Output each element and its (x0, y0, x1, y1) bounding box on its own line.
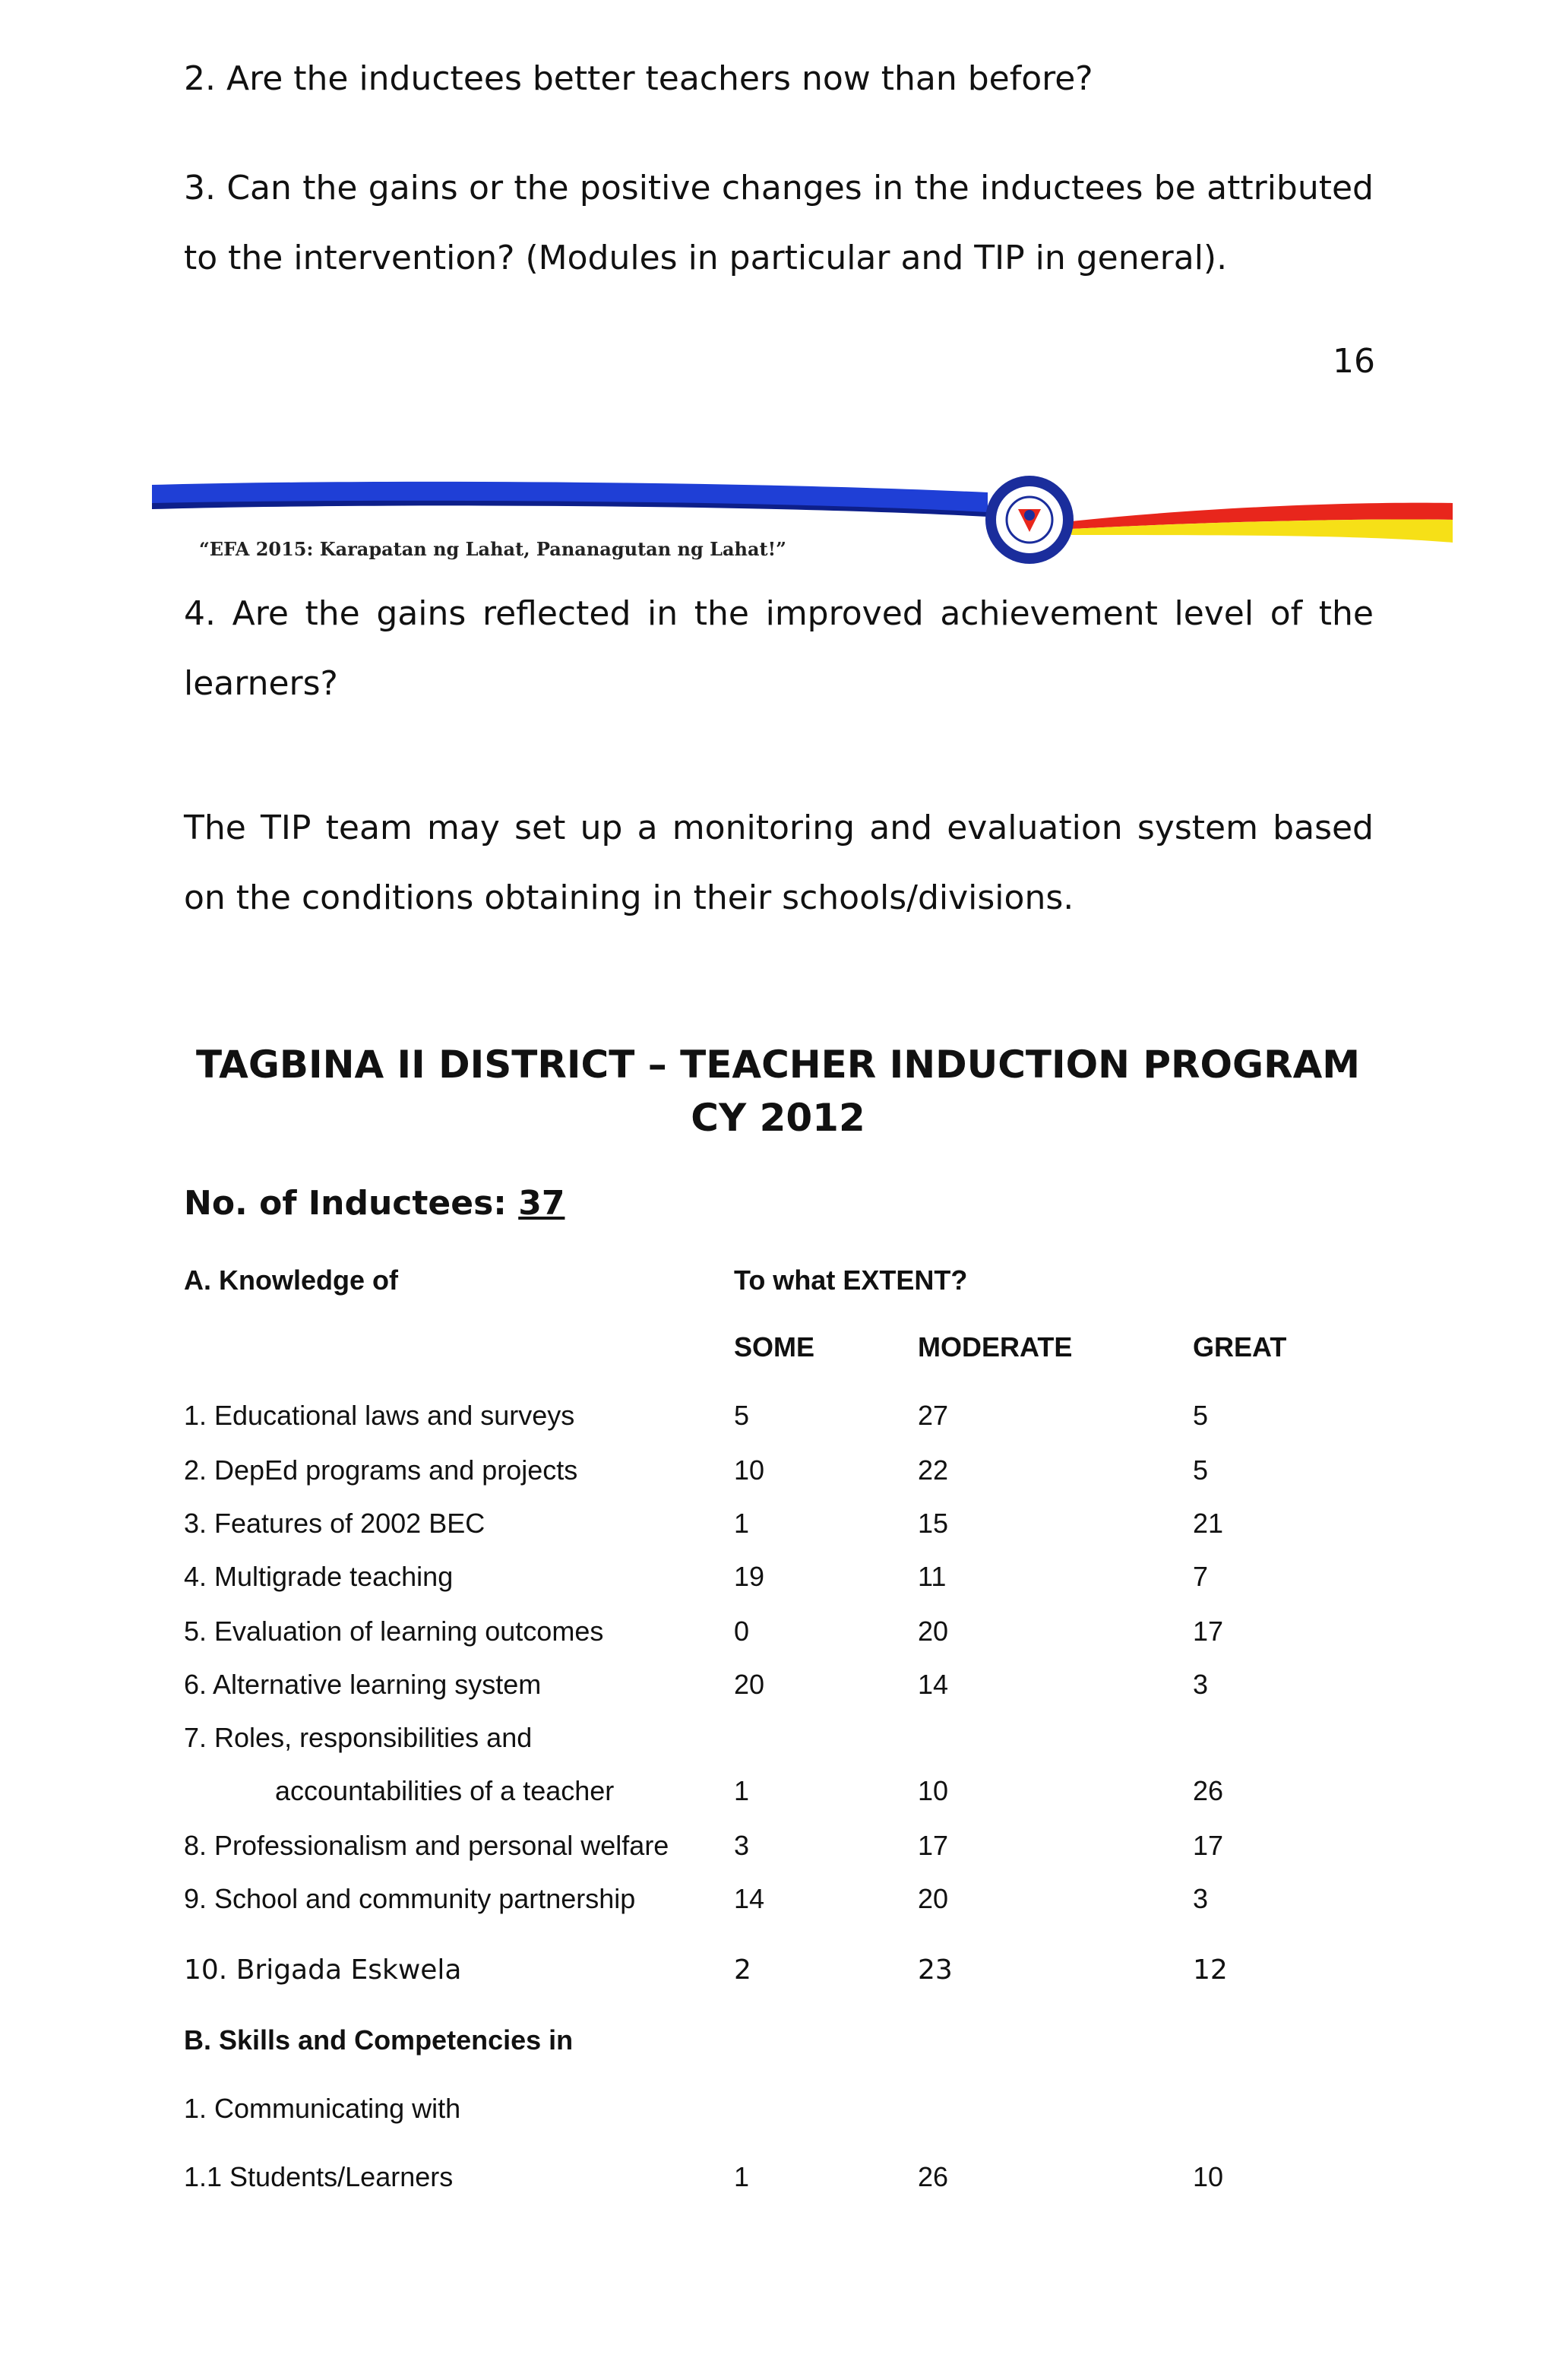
table-row (184, 2093, 1399, 2131)
row-label: 6. Alternative learning system (184, 1669, 542, 1700)
row-moderate: 17 (918, 1830, 949, 1861)
inductees-number: 37 (518, 1184, 565, 1223)
column-great: GREAT (1193, 1331, 1287, 1362)
table-row (184, 1830, 1399, 1868)
program-year: CY 2012 (691, 1096, 865, 1140)
table-row (184, 1616, 1399, 1654)
row-some: 14 (734, 1883, 765, 1914)
extent-table (184, 1264, 1399, 2207)
section-b-label: B. Skills and Competencies in (184, 2024, 574, 2056)
efa-seal-icon (985, 476, 1074, 564)
row-moderate: 20 (918, 1616, 949, 1647)
table-row (184, 1400, 1399, 1438)
table-row (184, 1669, 1399, 1707)
row-moderate: 10 (918, 1775, 949, 1806)
section-b-row (184, 2024, 1399, 2062)
row-moderate: 15 (918, 1508, 949, 1539)
table-row (184, 1508, 1399, 1546)
row-great: 17 (1193, 1830, 1224, 1861)
row-great: 3 (1193, 1669, 1209, 1700)
row-moderate: 14 (918, 1669, 949, 1700)
row-some: 20 (734, 1669, 765, 1700)
column-moderate: MODERATE (918, 1331, 1073, 1362)
row-great: 12 (1193, 1954, 1228, 1986)
program-title: TAGBINA II DISTRICT – TEACHER INDUCTION PROGRAM (195, 1043, 1361, 1087)
row-great: 5 (1193, 1400, 1209, 1431)
row-moderate: 26 (918, 2161, 949, 2192)
table-row (184, 2161, 1399, 2199)
section-a-label: A. Knowledge of (184, 1264, 398, 1296)
row-label: 4. Multigrade teaching (184, 1561, 454, 1592)
row-moderate: 27 (918, 1400, 949, 1431)
table-row (184, 1775, 1399, 1813)
row-some: 0 (734, 1616, 750, 1647)
inductees-count (184, 1184, 565, 1223)
row-some: 10 (734, 1454, 765, 1486)
row-great: 3 (1193, 1883, 1209, 1914)
table-row (184, 1954, 1399, 1992)
row-some: 5 (734, 1400, 750, 1431)
row-some: 19 (734, 1561, 765, 1592)
row-moderate: 22 (918, 1454, 949, 1486)
table-row (184, 1454, 1399, 1492)
row-moderate: 20 (918, 1883, 949, 1914)
row-some: 2 (734, 1954, 751, 1986)
row-great: 17 (1193, 1616, 1224, 1647)
table-header-row (184, 1264, 1399, 1302)
table-row (184, 1561, 1399, 1599)
row-label: 8. Professionalism and personal welfare (184, 1830, 669, 1861)
row-label: 10. Brigada Eskwela (184, 1954, 462, 1986)
row-great: 26 (1193, 1775, 1224, 1806)
row-some: 1 (734, 2161, 750, 2192)
row-label: 1. Educational laws and surveys (184, 1400, 575, 1431)
page-number: 16 (1333, 342, 1375, 381)
row-some: 3 (734, 1830, 750, 1861)
row-great: 10 (1193, 2161, 1224, 2192)
table-columns-row (184, 1331, 1399, 1369)
inductees-label: No. of Inductees: (184, 1184, 519, 1223)
row-great: 7 (1193, 1561, 1209, 1592)
extent-label: To what EXTENT? (734, 1264, 968, 1296)
row-great: 21 (1193, 1508, 1224, 1539)
row-label: 1. Communicating with (184, 2093, 461, 2124)
row-label: 1.1 Students/Learners (184, 2161, 454, 2192)
row-label: 9. School and community partnership (184, 1883, 636, 1914)
column-some: SOME (734, 1331, 815, 1362)
question-3: 3. Can the gains or the positive changes in the inductees be attributed to the intervention? (Modules in particular and TIP in general). (184, 169, 1374, 277)
row-some: 1 (734, 1775, 750, 1806)
row-some: 1 (734, 1508, 750, 1539)
row-label: 5. Evaluation of learning outcomes (184, 1616, 604, 1647)
banner-motto: “EFA 2015: Karapatan ng Lahat, Pananagutan ng Lahat!” (199, 538, 786, 560)
table-row (184, 1722, 1399, 1760)
question-4: 4. Are the gains reflected in the improved achievement level of the learners? (184, 594, 1374, 703)
monitoring-note: The TIP team may set up a monitoring and evaluation system based on the conditions obtaining in their schools/divisions. (184, 809, 1374, 917)
table-row (184, 1883, 1399, 1921)
row-great: 5 (1193, 1454, 1209, 1486)
efa-banner (152, 456, 1453, 585)
question-2: 2. Are the inductees better teachers now than before? (184, 59, 1093, 98)
row-label: 2. DepEd programs and projects (184, 1454, 578, 1486)
row-label: 7. Roles, responsibilities and (184, 1722, 533, 1753)
row-moderate: 11 (918, 1561, 947, 1592)
row-moderate: 23 (918, 1954, 953, 1986)
row-label: accountabilities of a teacher (275, 1775, 615, 1806)
row-label: 3. Features of 2002 BEC (184, 1508, 485, 1539)
